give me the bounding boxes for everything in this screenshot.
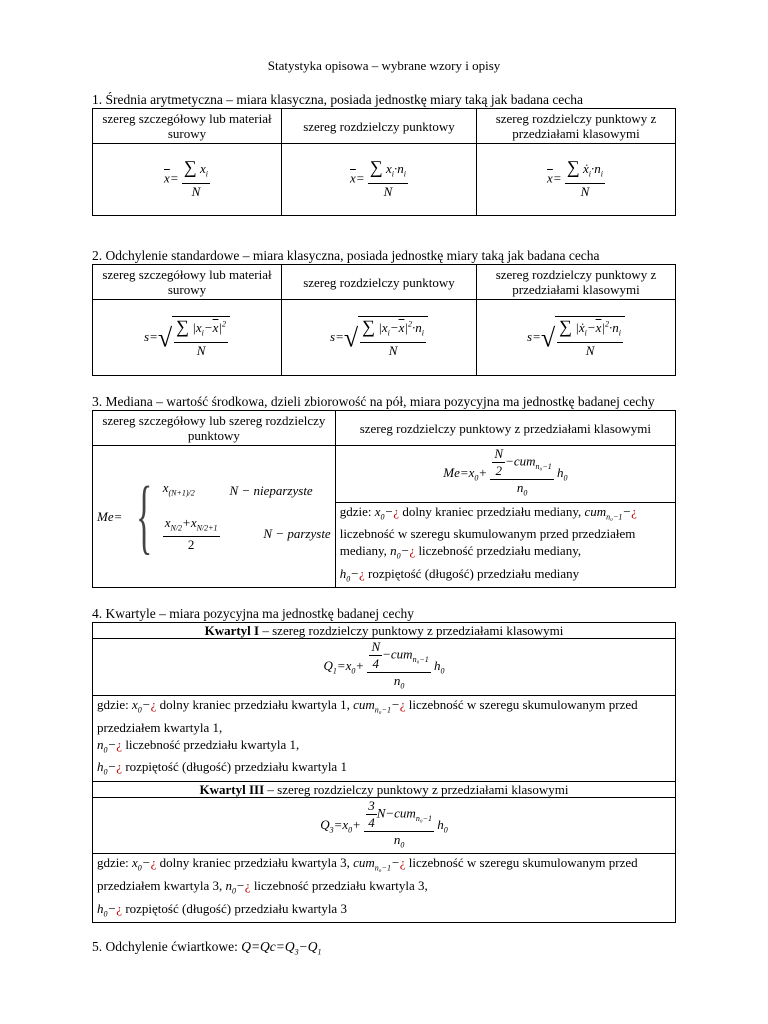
median-description: gdzie: $x_0-¿$ dolny kraniec przedziału mediany, cum$_{n_0-1}$−¿ liczebność w szeregu skumulowanym przed przedziałem mediany, $n_0-¿$ liczebność przedziału mediany, $h_0-¿$ rozpiętość (długość) przedziału mediany [335, 502, 675, 588]
section-5 [92, 939, 676, 961]
section-1-table [92, 108, 676, 216]
formula-mean-class: $\overline{x}=$ $\frac{\sum ẋ_i\cdot n_i}{N}$ [477, 144, 676, 216]
section-4-table [92, 622, 676, 923]
formula-q3: $Q_3=x_0+$ $\frac{3}{4}$ N−cum$_{n_0-1}$ $n_0$ $h_0$ [93, 797, 676, 854]
col-header: szereg szczegółowy lub szereg rozdzielczy punktowy [93, 411, 336, 446]
formula-mean-point: $\overline{x}=$ $\frac{\sum x_i\cdot n_i}{N}$ [282, 144, 477, 216]
q1-description: gdzie: $x_0-¿$ dolny kraniec przedziału kwartyla 1, cum$_{n_0-1}$−¿ liczebność w szeregu skumulowanym przed przedziałem kwartyla 1, $n_0-¿$ liczebność przedziału kwartyla 1, $h_0-¿$ rozpiętość (długość) przedziału kwartyla 1 [93, 695, 676, 781]
document-title: Statystyka opisowa – wybrane wzory i opisy [267, 58, 501, 73]
section-3-table [92, 410, 676, 588]
col-header: szereg rozdzielczy punktowy z przedziałami klasowymi [335, 411, 675, 446]
q1-title: Kwartyl I – szereg rozdzielczy punktowy z przedziałami klasowymi [93, 623, 676, 639]
section-2-heading: 2. Odchylenie standardowe – miara klasyczna, posiada jednostkę miary taką jak badana cecha [92, 248, 600, 263]
q3-description: gdzie: $x_0-¿$ dolny kraniec przedziału kwartyla 3, cum$_{n_0-1}$−¿ liczebność w szeregu skumulowanym przed przedziałem kwartyla 3, $n_0-¿$ liczebność przedziału kwartyla 3, $h_0-¿$ rozpiętość (długość) przedziału kwartyla 3 [93, 854, 676, 923]
formula-q1: $Q_1=x_0+$ $\frac{N}{4}$ −cum$_{n_0-1}$ $n_0$ $h_0$ [93, 639, 676, 696]
col-header: szereg rozdzielczy punktowy [282, 109, 477, 144]
formula-median-class: $Me=x_0+$ $\frac{N}{2}$ −cum$_{n_0-1}$ $n_0$ $h_0$ [335, 446, 675, 503]
odd-label: N − nieparzyste [229, 482, 313, 498]
col-header: szereg rozdzielczy punktowy z przedziałami klasowymi [477, 109, 676, 144]
section-4-heading: 4. Kwartyle – miara pozycyjna ma jednostkę badanej cechy [92, 606, 414, 622]
document-page [92, 58, 676, 961]
q3-title: Kwartyl III – szereg rozdzielczy punktowy z przedziałami klasowymi [93, 781, 676, 797]
section-2-table [92, 264, 676, 376]
col-header: szereg szczegółowy lub materiał surowy [93, 265, 282, 300]
col-header: szereg rozdzielczy punktowy [282, 265, 477, 300]
formula-mean-raw: $\overline{x}=$ $\frac{\sum x_i}{N}$ [93, 144, 282, 216]
formula-sd-class: s=√ $\frac{\sum |ẋ_i-\overline{x}|^2\cdot n_i}{N}$ [477, 300, 676, 376]
formula-median-raw: Me= { $x_{(N+1)/2}$ N − nieparzyste $\frac{x_{N/2}+x_{N/2+1}}{2}$ N − parzyste [93, 446, 336, 588]
col-header: szereg szczegółowy lub materiał surowy [93, 109, 282, 144]
formula-quartile-deviation: $Q=Qc=Q_3-Q_1$ [241, 939, 322, 957]
col-header: szereg rozdzielczy punktowy z przedziałami klasowymi [477, 265, 676, 300]
formula-sd-raw: s=√ $\frac{\sum |x_i-\overline{x}|^2}{N}$ [93, 300, 282, 376]
even-label: N − parzyste [263, 526, 331, 542]
section-3-heading: 3. Mediana – wartość środkowa, dzieli zbiorowość na pół, miara pozycyjna ma jednostkę badanej cechy [92, 394, 655, 409]
formula-sd-point: s=√ $\frac{\sum |x_i-\overline{x}|^2\cdot n_i}{N}$ [282, 300, 477, 376]
section-1-heading: 1. Średnia arytmetyczna – miara klasyczna, posiada jednostkę miary taką jak badana cecha [92, 92, 584, 107]
section-5-heading: 5. Odchylenie ćwiartkowe: [92, 939, 238, 955]
